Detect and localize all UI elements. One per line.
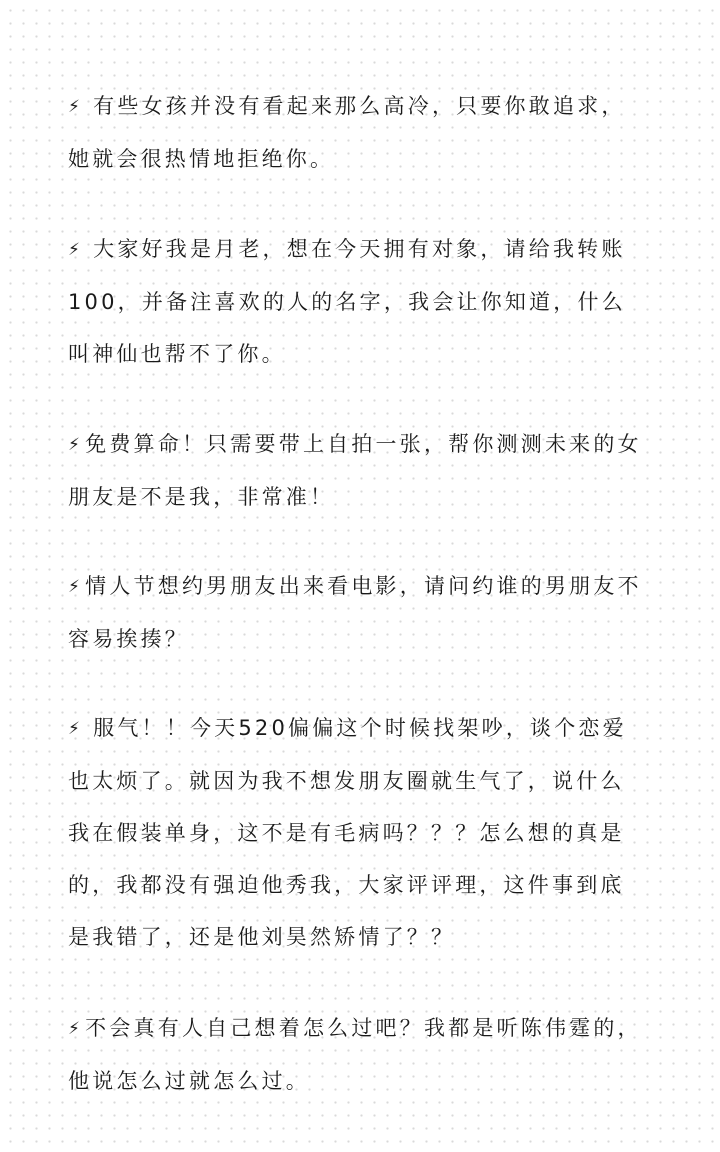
post-text: 免费算命！只需要带上自拍一张，帮你测测未来的女朋友是不是我，非常准！: [68, 432, 642, 509]
lightning-bolt-icon: ⚡︎: [68, 240, 84, 260]
post-item: [68, 1002, 648, 1107]
lightning-bolt-icon: ⚡︎: [68, 719, 84, 739]
lightning-bolt-icon: ⚡︎: [68, 1019, 84, 1039]
post-item: [68, 80, 648, 185]
post-item: [68, 223, 648, 380]
post-text: 不会真有人自己想着怎么过吧？我都是听陈伟霆的，他说怎么过就怎么过。: [68, 1016, 642, 1093]
post-text: 大家好我是月老，想在今天拥有对象，请给我转账100，并备注喜欢的人的名字，我会让你知道，什么叫神仙也帮不了你。: [68, 237, 626, 366]
lightning-bolt-icon: ⚡︎: [68, 435, 84, 455]
post-text: 情人节想约男朋友出来看电影，请问约谁的男朋友不容易挨揍？: [68, 574, 642, 651]
post-item: [68, 418, 648, 523]
lightning-bolt-icon: ⚡︎: [68, 97, 84, 117]
post-text: 服气！！今天520偏偏这个时候找架吵，谈个恋爱也太烦了。就因为我不想发朋友圈就生气了，说什么我在假装单身，这不是有毛病吗？？？怎么想的真是的，我都没有强迫他秀我，大家评评理，这件事到底是我错了，还是他刘昊然矫情了？？: [68, 716, 627, 949]
post-item: [68, 702, 648, 963]
lightning-bolt-icon: ⚡︎: [68, 577, 84, 597]
post-text: 有些女孩并没有看起来那么高冷，只要你敢追求，她就会很热情地拒绝你。: [68, 94, 626, 171]
post-item: [68, 560, 648, 665]
